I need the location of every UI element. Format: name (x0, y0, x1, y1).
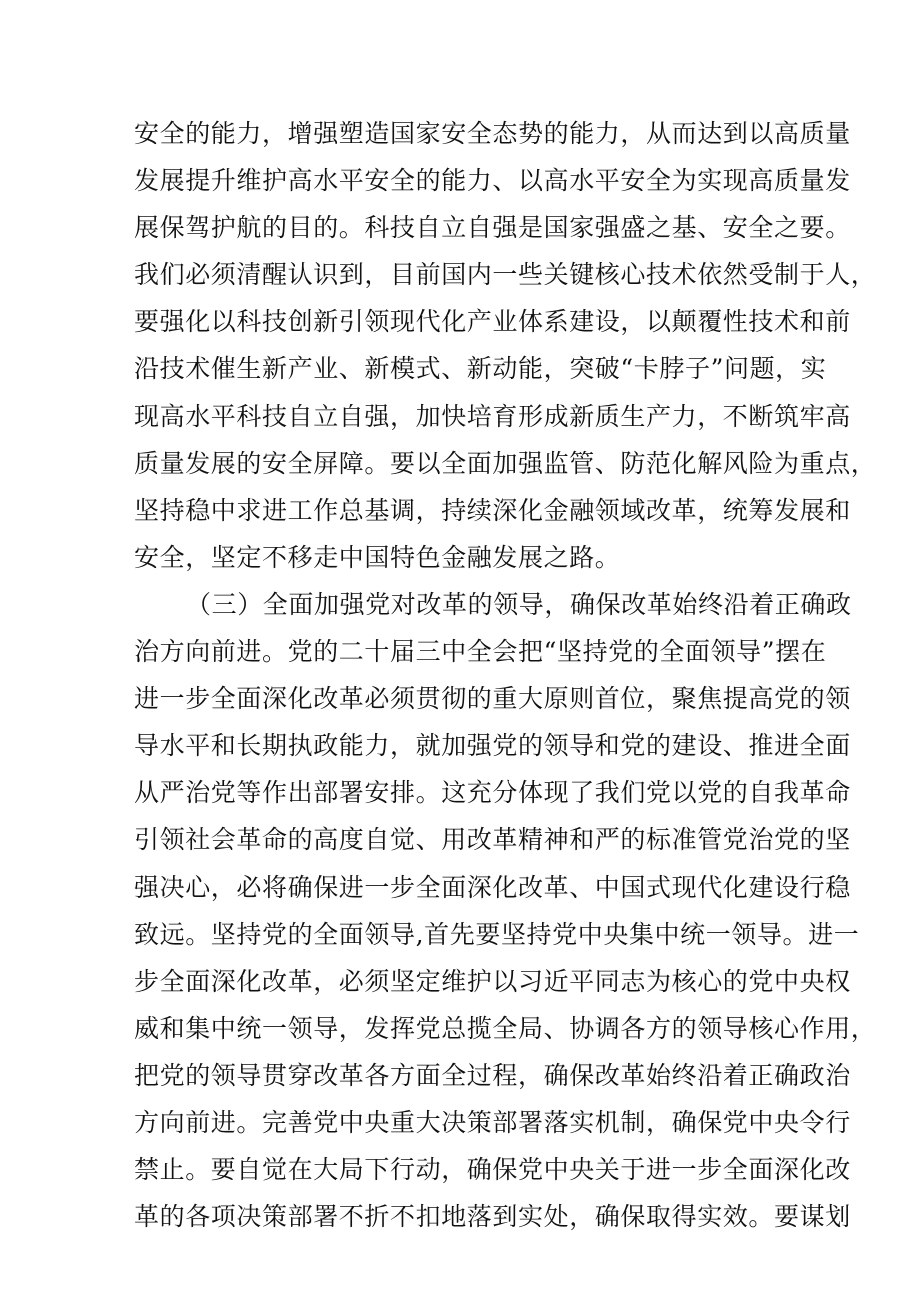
text-line: 致远。坚持党的全面领导,首先要坚持党中央集中统一领导。进一 (134, 919, 860, 949)
text-line: 现高水平科技自立自强，加快培育形成新质生产力，不断筑牢高 (134, 401, 851, 431)
text-line: 安全，坚定不移走中国特色金融发展之路。 (134, 542, 621, 572)
text-line: 要强化以科技创新引领现代化产业体系建设，以颠覆性技术和前 (134, 307, 851, 337)
text-line: 沿技术催生新产业、新模式、新动能，突破“卡脖子”问题，实 (134, 354, 827, 384)
text-line: 引领社会革命的高度自觉、用改革精神和严的标准管党治党的坚 (134, 825, 851, 855)
text-line: 步全面深化改革，必须坚定维护以习近平同志为核心的党中央权 (134, 966, 851, 996)
text-line: 革的各项决策部署不折不扣地落到实处，确保取得实效。要谋划 (134, 1202, 851, 1232)
section-heading-line: （三）全面加强党对改革的领导，确保改革始终沿着正确政 (186, 589, 852, 619)
text-line: 展保驾护航的目的。科技自立自强是国家强盛之基、安全之要。 (134, 213, 851, 243)
text-line: 坚持稳中求进工作总基调，持续深化金融领域改革，统筹发展和 (134, 495, 851, 525)
text-line: 我们必须清醒认识到，目前国内一些关键核心技术依然受制于人， (134, 260, 877, 290)
text-line: 禁止。要自觉在大局下行动，确保党中央关于进一步全面深化改 (134, 1155, 851, 1185)
text-line: 发展提升维护高水平安全的能力、以高水平安全为实现高质量发 (134, 166, 851, 196)
body-text (134, 110, 877, 1240)
text-line: 质量发展的安全屏障。要以全面加强监管、防范化解风险为重点， (134, 448, 877, 478)
text-line: 方向前进。完善党中央重大决策部署落实机制，确保党中央令行 (134, 1107, 851, 1137)
text-line: 导水平和长期执政能力，就加强党的领导和党的建设、推进全面 (134, 731, 851, 761)
text-line: 安全的能力，增强塑造国家安全态势的能力，从而达到以高质量 (134, 119, 851, 148)
text-line: 从严治党等作出部署安排。这充分体现了我们党以党的自我革命 (134, 778, 851, 808)
text-line: 强决心，必将确保进一步全面深化改革、中国式现代化建设行稳 (134, 872, 851, 902)
text-line: 威和集中统一领导，发挥党总揽全局、协调各方的领导核心作用， (134, 1013, 877, 1043)
text-line: 进一步全面深化改革必须贯彻的重大原则首位，聚焦提高党的领 (134, 684, 851, 714)
text-line: 把党的领导贯穿改革各方面全过程，确保改革始终沿着正确政治 (134, 1060, 851, 1090)
text-line: 治方向前进。党的二十届三中全会把“坚持党的全面领导”摆在 (134, 637, 827, 667)
